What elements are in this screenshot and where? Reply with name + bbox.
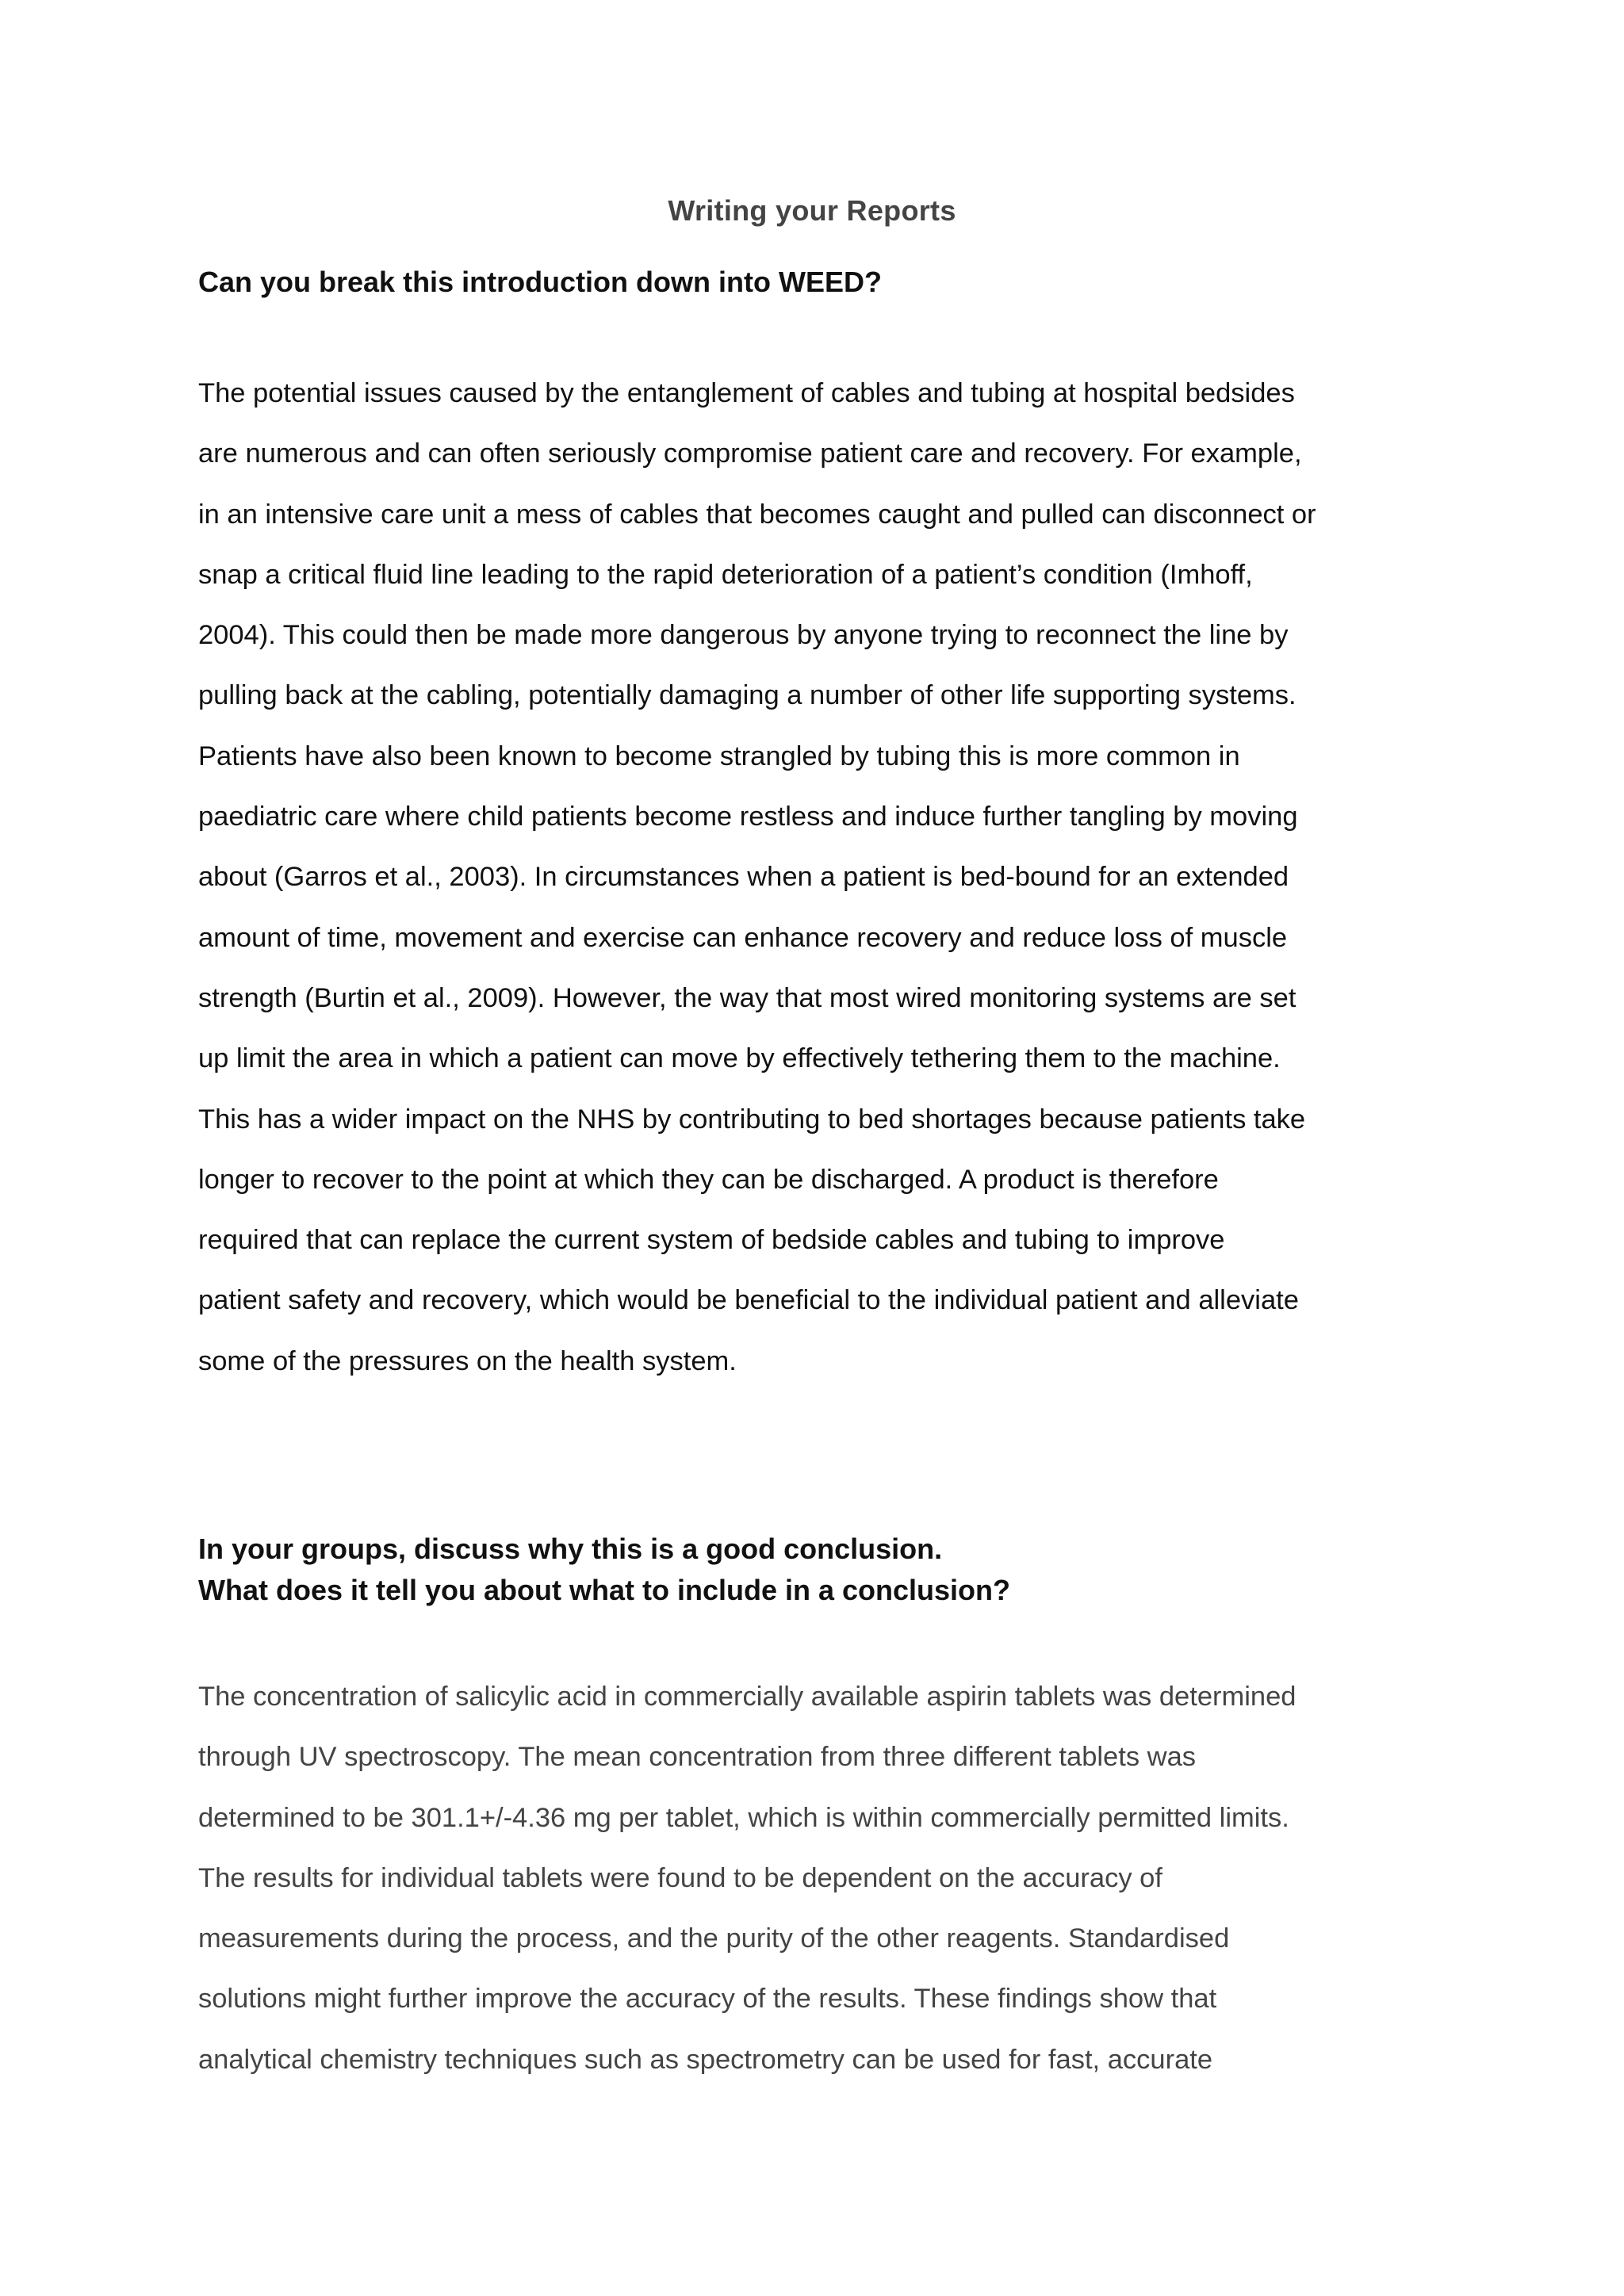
conclusion-line: The concentration of salicylic acid in commercially available aspirin tablets was determined bbox=[198, 1682, 1297, 1712]
conclusion-line: measurements during the process, and the purity of the other reagents. Standardised bbox=[198, 1923, 1230, 1954]
introduction-line: up limit the area in which a patient can move by effectively tethering them to the machine. bbox=[198, 1043, 1281, 1074]
introduction-paragraph bbox=[198, 363, 1451, 1391]
introduction-line: strength (Burtin et al., 2009). However, the way that most wired monitoring systems are set bbox=[198, 982, 1297, 1013]
conclusion-line: analytical chemistry techniques such as spectrometry can be used for fast, accurate bbox=[198, 2044, 1213, 2075]
conclusion-line: The results for individual tablets were found to be dependent on the accuracy of bbox=[198, 1862, 1162, 1893]
introduction-line: paediatric care where child patients become restless and induce further tangling by moving bbox=[198, 802, 1298, 832]
page-title: Writing your Reports bbox=[668, 194, 956, 227]
introduction-line: The potential issues caused by the entanglement of cables and tubing at hospital bedsides bbox=[198, 378, 1295, 408]
introduction-line: some of the pressures on the health system. bbox=[198, 1345, 737, 1376]
introduction-line: 2004). This could then be made more dangerous by anyone trying to reconnect the line by bbox=[198, 620, 1289, 651]
introduction-line: Patients have also been known to become strangled by tubing this is more common in bbox=[198, 740, 1240, 771]
introduction-line: This has a wider impact on the NHS by contributing to bed shortages because patients take bbox=[198, 1104, 1306, 1135]
introduction-line: required that can replace the current system of bedside cables and tubing to improve bbox=[198, 1225, 1225, 1256]
conclusion-line: solutions might further improve the accuracy of the results. These findings show that bbox=[198, 1984, 1217, 2015]
conclusion-line: determined to be 301.1+/-4.36 mg per tablet, which is within commercially permitted limits. bbox=[198, 1802, 1289, 1833]
conclusion-line: through UV spectroscopy. The mean concentration from three different tablets was bbox=[198, 1742, 1197, 1773]
conclusion-question-line: What does it tell you about what to include in a conclusion? bbox=[198, 1574, 1011, 1606]
conclusion-question bbox=[198, 1529, 1010, 1611]
conclusion-question-line: In your groups, discuss why this is a good conclusion. bbox=[198, 1533, 943, 1565]
conclusion-paragraph bbox=[198, 1667, 1451, 2090]
introduction-line: about (Garros et al., 2003). In circumstances when a patient is bed-bound for an extended bbox=[198, 862, 1289, 893]
weed-question: Can you break this introduction down into WEED? bbox=[198, 266, 882, 298]
introduction-line: patient safety and recovery, which would be beneficial to the individual patient and alleviate bbox=[198, 1285, 1299, 1316]
introduction-line: amount of time, movement and exercise can enhance recovery and reduce loss of muscle bbox=[198, 922, 1288, 953]
introduction-line: pulling back at the cabling, potentially damaging a number of other life supporting systems. bbox=[198, 680, 1297, 711]
introduction-line: are numerous and can often seriously compromise patient care and recovery. For example, bbox=[198, 438, 1302, 469]
introduction-line: in an intensive care unit a mess of cables that becomes caught and pulled can disconnect or bbox=[198, 499, 1316, 530]
introduction-line: longer to recover to the point at which they can be discharged. A product is therefore bbox=[198, 1164, 1219, 1195]
introduction-line: snap a critical fluid line leading to the rapid deterioration of a patient’s condition (Imhoff, bbox=[198, 559, 1253, 590]
